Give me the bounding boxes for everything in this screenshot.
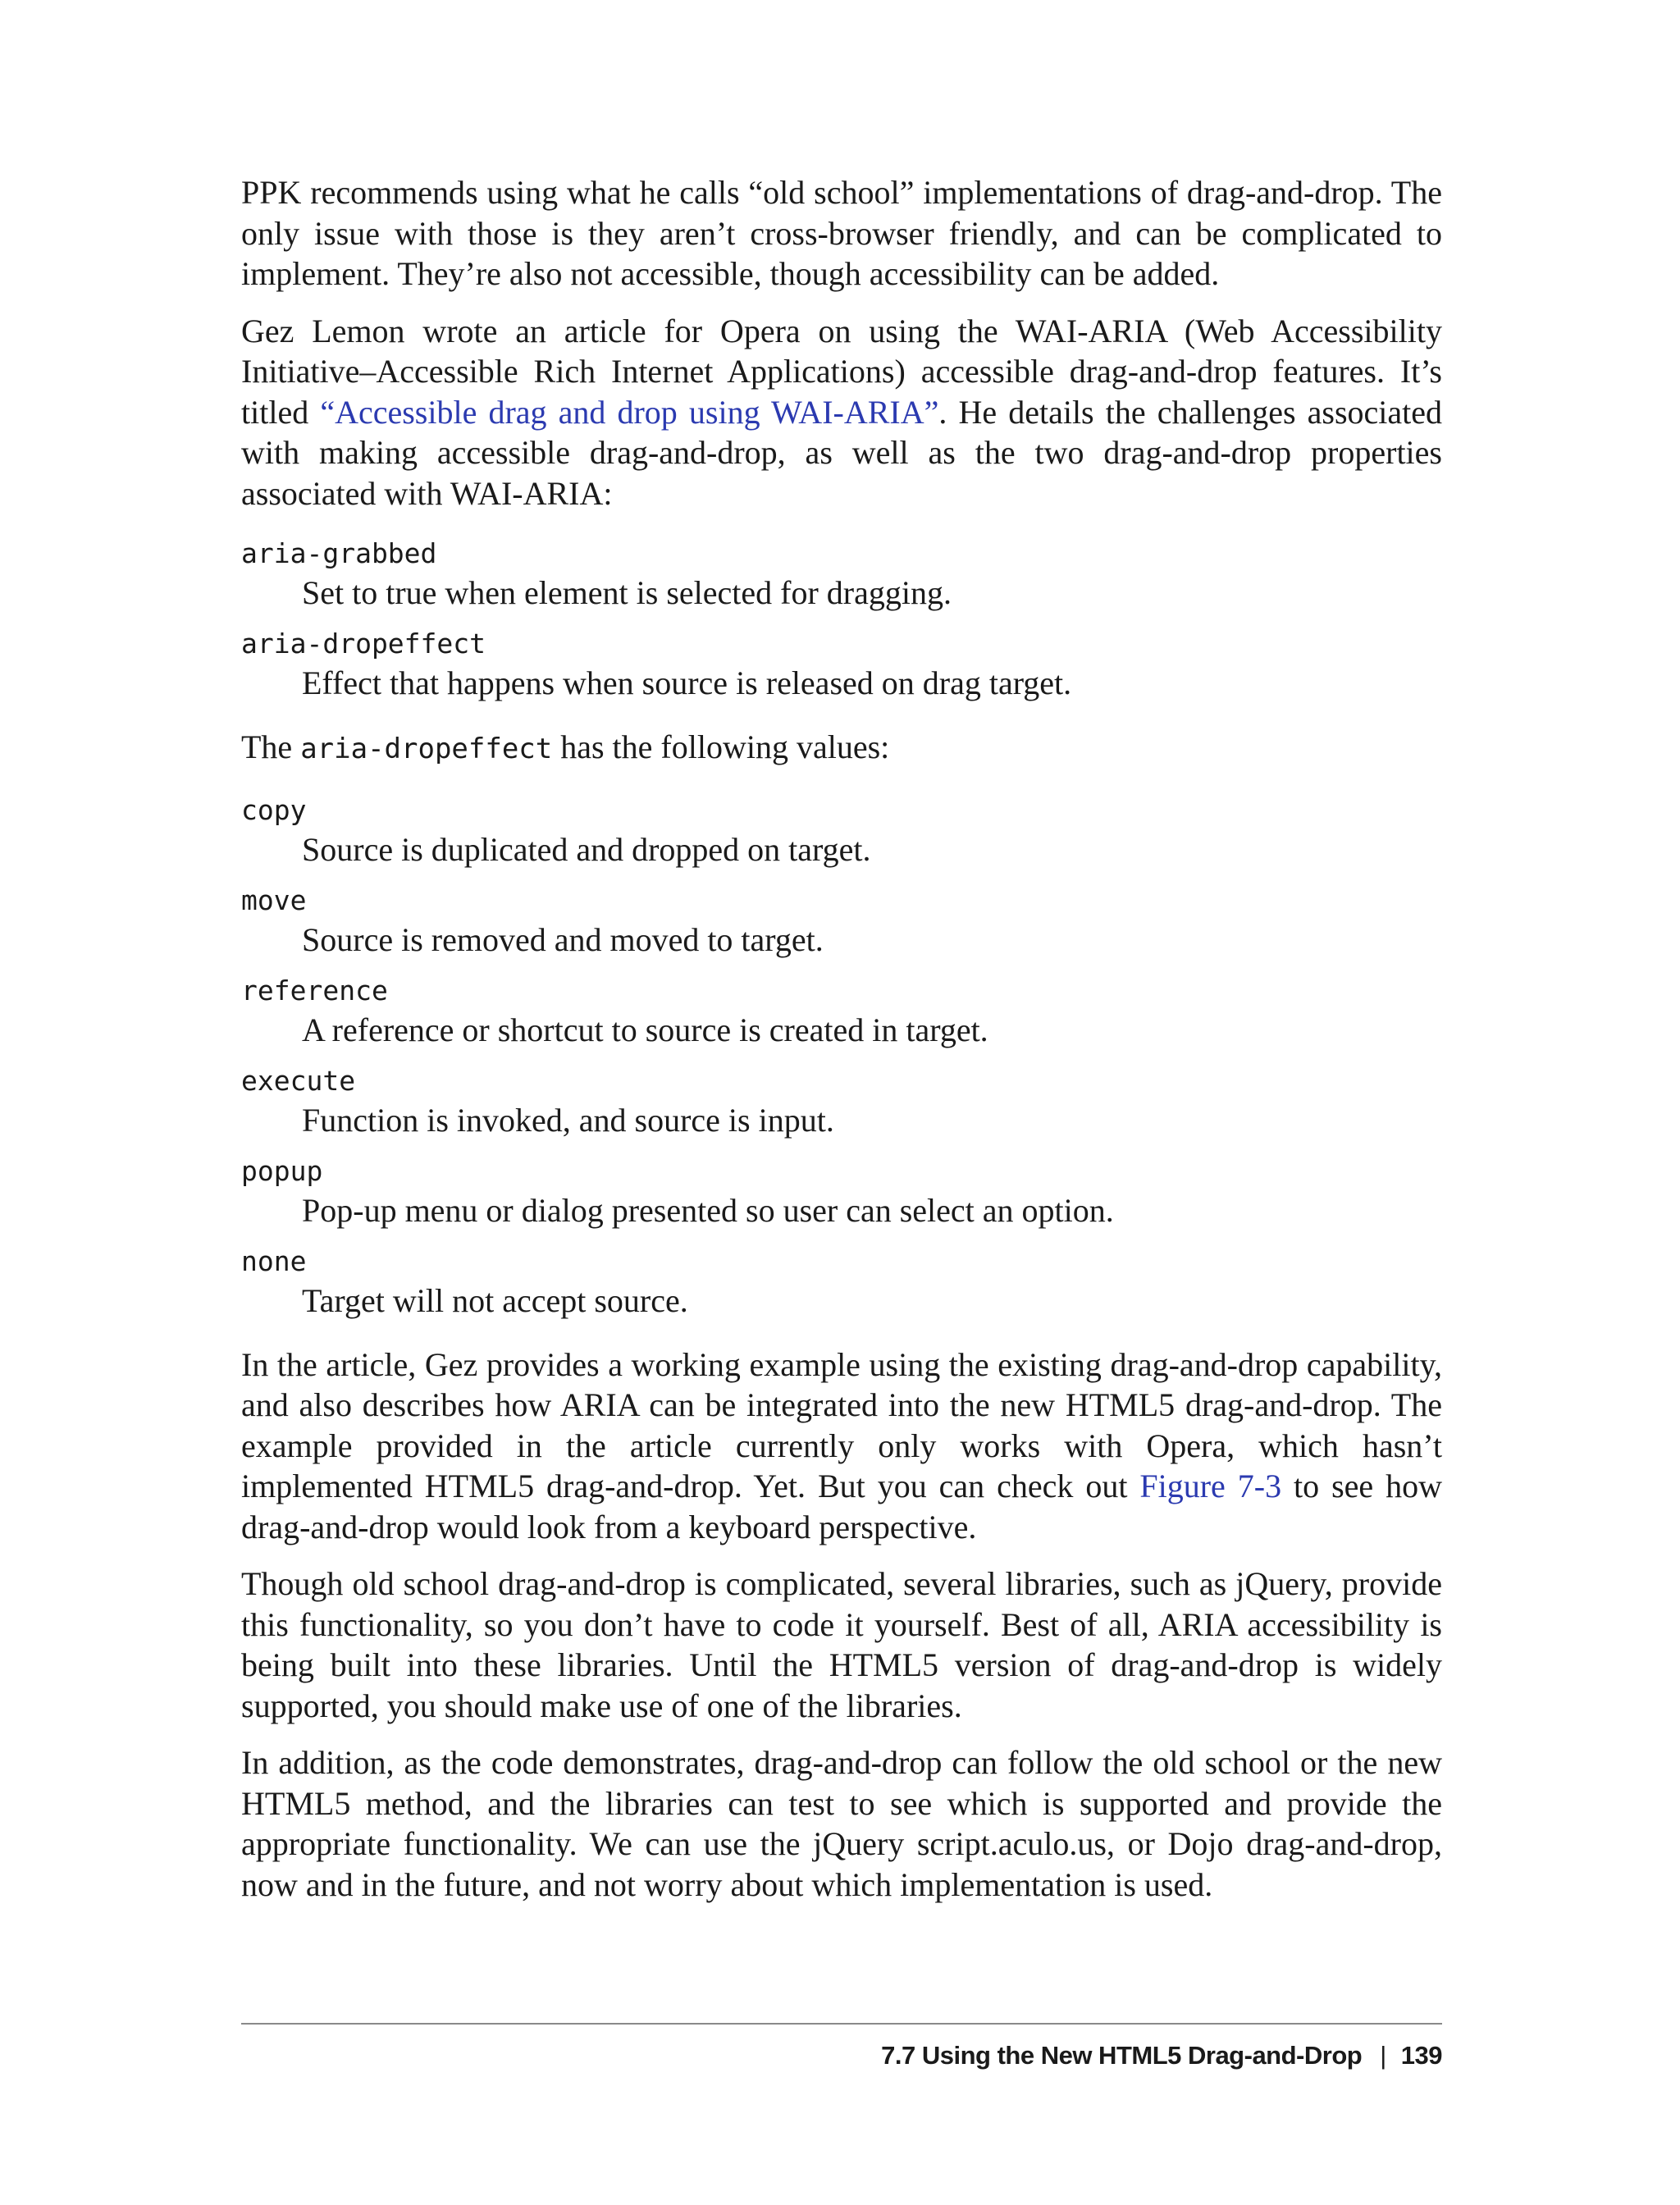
page-number: 139 (1400, 2041, 1442, 2070)
term-none: none (241, 1244, 307, 1277)
definition-aria-dropeffect: Effect that happens when source is released on drag target. (302, 664, 1072, 701)
term-aria-grabbed: aria-grabbed (241, 537, 437, 569)
term-execute: execute (241, 1064, 356, 1097)
term-aria-dropeffect: aria-dropeffect (241, 628, 486, 660)
term-copy: copy (241, 793, 307, 826)
definition-aria-grabbed: Set to true when element is selected for dragging. (302, 574, 952, 611)
definition-copy: Source is duplicated and dropped on target. (302, 830, 871, 868)
figure-link[interactable]: Figure 7-3 (1139, 1468, 1282, 1504)
term-reference: reference (241, 974, 388, 1007)
running-footer (241, 2041, 1442, 2070)
page-footer (241, 2023, 1442, 2070)
inline-code: aria-dropeffect (300, 733, 553, 765)
text-span: Gez Lemon wrote an article for Opera on using the WAI-ARIA (Web Accessibility Initiative–Accessible Rich Internet Applications) accessible drag-and-drop features. It’s titled (241, 312, 1442, 431)
text-span: has the following values: (552, 728, 890, 765)
aria-properties-list (241, 530, 1442, 705)
paragraph-libraries: Though old school drag-and-drop is complicated, several libraries, such as jQuery, provide this functionality, so you don’t have to code it yourself. Best of all, ARIA accessibility is being built into these libraries. Until the HTML5 version of drag-and-drop is widely supported, you should make use of one of the libraries. (241, 1565, 1442, 1724)
definition-reference: A reference or shortcut to source is created in target. (302, 1011, 988, 1048)
definition-move: Source is removed and moved to target. (302, 920, 824, 958)
footer-section-title: 7.7 Using the New HTML5 Drag-and-Drop (881, 2041, 1363, 2070)
article-link[interactable]: “Accessible drag and drop using WAI-ARIA” (320, 393, 939, 431)
footer-separator: | (1380, 2041, 1386, 2070)
page-body (241, 172, 1442, 1921)
paragraph-working-example (241, 1344, 1442, 1548)
term-popup: popup (241, 1154, 323, 1187)
definition-popup: Pop-up menu or dialog presented so user can select an option. (302, 1191, 1114, 1229)
text-span: In the article, Gez provides a working example using the existing drag-and-drop capability, and also describes how ARIA can be integrated into the new HTML5 drag-and-drop. The example provided in the article currently only works with Opera, which hasn’t implemented HTML5 drag-and-drop. Yet. But you can check out (241, 1345, 1442, 1504)
dropeffect-values-list (241, 787, 1442, 1323)
footer-divider (241, 2023, 1442, 2025)
text-span: The (241, 728, 301, 765)
text-span: . He details the challenges associated with making accessible drag-and-drop, as well as the two drag-and-drop properties associated with WAI-ARIA: (241, 393, 1442, 512)
definition-none: Target will not accept source. (302, 1281, 688, 1319)
text-span: to see how drag-and-drop would look from a keyboard perspective. (241, 1468, 1442, 1545)
definition-execute: Function is invoked, and source is input. (302, 1101, 834, 1139)
paragraph-gez-lemon (241, 311, 1442, 514)
term-move: move (241, 883, 307, 916)
paragraph-old-school: PPK recommends using what he calls “old school” implementations of drag-and-drop. The only issue with those is they aren’t cross-browser friendly, and can be complicated to implement. They’re also not accessible, though accessibility can be added. (241, 174, 1442, 292)
paragraph-dropeffect-intro (241, 727, 1442, 770)
paragraph-in-addition: In addition, as the code demonstrates, drag-and-drop can follow the old school or the new HTML5 method, and the libraries can test to see which is supported and provide the appropriate functionality. We can use the jQuery script.aculo.us, or Dojo drag-and-drop, now and in the future, and not worry about which implementation is used. (241, 1744, 1442, 1903)
